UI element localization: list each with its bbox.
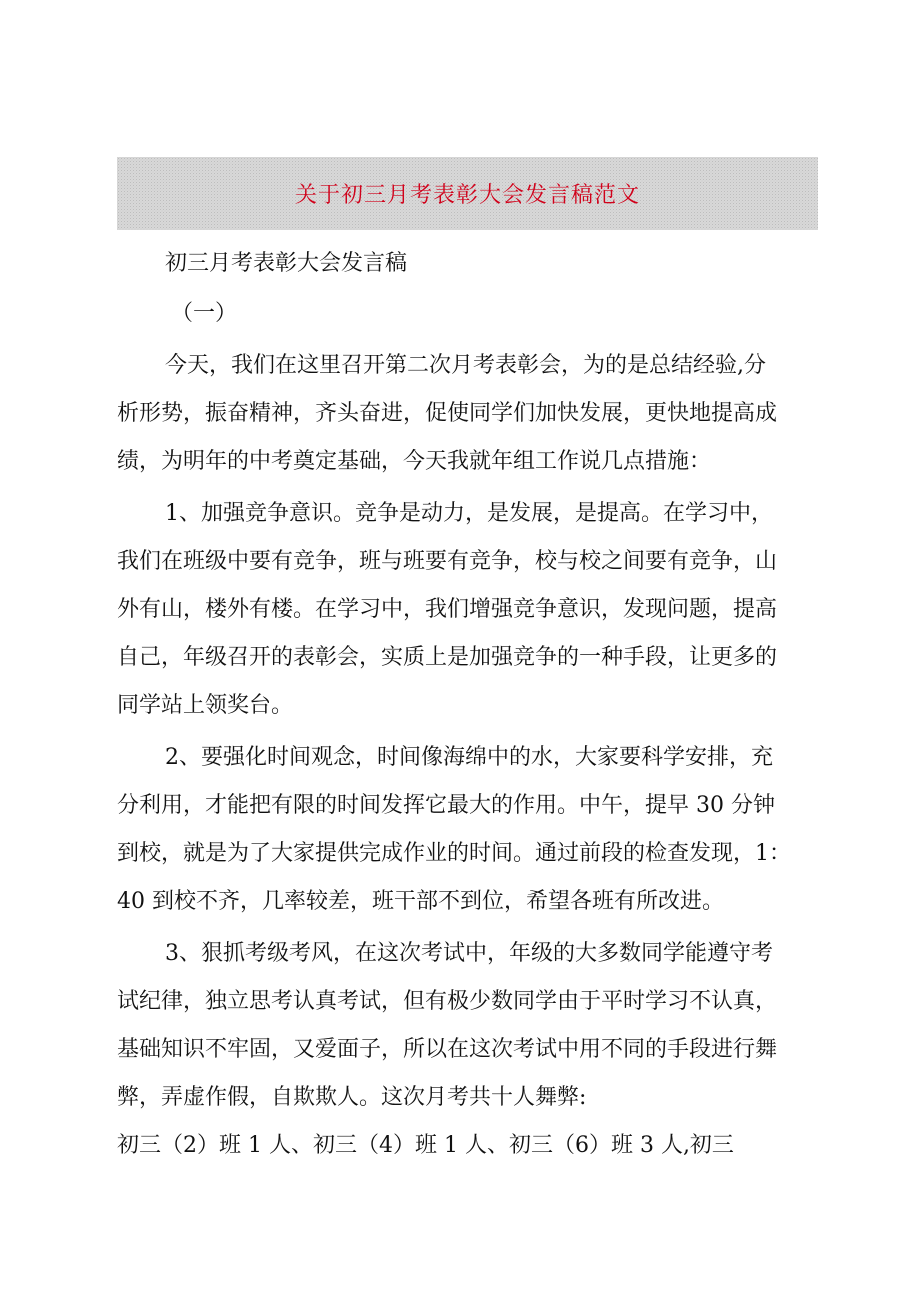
paragraph-intro	[117, 342, 818, 486]
title-banner	[117, 157, 818, 230]
section-marker: （一）	[171, 301, 238, 326]
text-line: 析形势，振奋精神，齐头奋进，促使同学们加快发展，更快地提高成	[117, 401, 778, 426]
paragraph-point-1	[117, 490, 818, 730]
text-line: 弊，弄虚作假，自欺欺人。这次月考共十人舞弊:	[117, 1085, 587, 1110]
text-line: 同学站上领奖台。	[117, 693, 294, 718]
text-line: 我们在班级中要有竞争，班与班要有竞争，校与校之间要有竞争，山	[117, 549, 778, 574]
text-line: 试纪律，独立思考认真考试，但有极少数同学由于平时学习不认真，	[117, 989, 778, 1014]
document-body	[117, 240, 818, 1170]
text-line: 初三（2）班 1 人、初三（4）班 1 人、初三（6）班 3 人,初三	[117, 1133, 734, 1158]
text-line: 基础知识不牢固，又爱面子，所以在这次考试中用不同的手段进行舞	[117, 1037, 778, 1062]
document-title: 关于初三月考表彰大会发言稿范文	[294, 183, 640, 208]
text-line: 到校，就是为了大家提供完成作业的时间。通过前段的检查发现，1：	[117, 841, 791, 866]
text-line: 2、要强化时间观念，时间像海绵中的水，大家要科学安排，充	[165, 745, 773, 770]
text-line: 自己，年级召开的表彰会，实质上是加强竞争的一种手段，让更多的	[117, 645, 778, 670]
text-line: 40 到校不齐，几率较差，班干部不到位，希望各班有所改进。	[117, 889, 724, 914]
text-line: 分利用，才能把有限的时间发挥它最大的作用。中午，提早 30 分钟	[117, 793, 775, 818]
text-line: 今天，我们在这里召开第二次月考表彰会，为的是总结经验,分	[165, 353, 766, 378]
text-line: 外有山，楼外有楼。在学习中，我们增强竞争意识，发现问题，提高	[117, 597, 778, 622]
document-subtitle: 初三月考表彰大会发言稿	[165, 251, 408, 276]
paragraph-point-3	[117, 930, 818, 1170]
text-line: 绩，为明年的中考奠定基础，今天我就年组工作说几点措施：	[117, 449, 712, 474]
text-line: 3、狠抓考级考风，在这次考试中，年级的大多数同学能遵守考	[165, 941, 773, 966]
paragraph-point-2	[117, 734, 818, 926]
text-line: 1、加强竞争意识。竞争是动力，是发展，是提高。在学习中，	[165, 501, 773, 526]
